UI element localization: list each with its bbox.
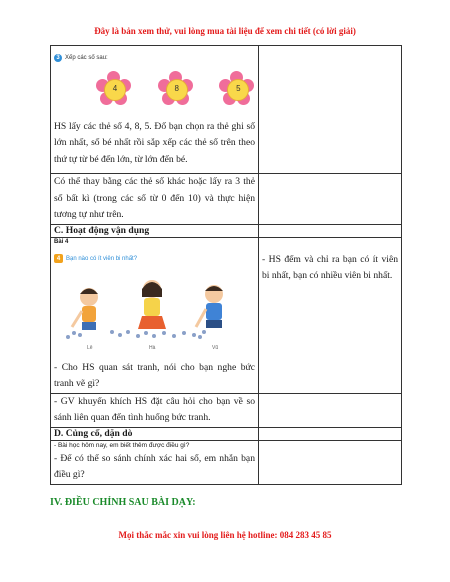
table-row bbox=[51, 46, 402, 174]
lesson-table bbox=[50, 45, 402, 485]
summary-cell bbox=[51, 440, 259, 484]
child-name: Hà bbox=[149, 345, 156, 351]
card-number: 4 bbox=[104, 79, 126, 101]
preview-banner: Đây là bản xem thử, vui lòng mua tài liệu để xem chi tiết (có lời giải) bbox=[94, 26, 356, 36]
bai4-label: Bài 4 bbox=[54, 238, 69, 245]
paragraph: HS lấy các thẻ số 4, 8, 5. Đố bạn chọn ra thẻ ghi số lớn nhất, số bé nhất rồi sắp xếp các thẻ số trên theo thứ tự từ bé đến lớn, từ lớn đến bé. bbox=[54, 120, 255, 165]
paragraph: - GV khuyến khích HS đặt câu hỏi cho bạn về so sánh liên quan đến tình huống bức tranh. bbox=[51, 393, 259, 427]
exercise-number-badge: 3 bbox=[54, 54, 62, 62]
flower-card bbox=[219, 71, 255, 107]
exercise3-header bbox=[54, 50, 255, 67]
section-title-iv: IV. ĐIỀU CHỈNH SAU BÀI DẠY: bbox=[50, 497, 196, 508]
card-number: 8 bbox=[166, 79, 188, 101]
table-row bbox=[51, 440, 402, 484]
empty-cell bbox=[259, 46, 402, 174]
table-row bbox=[51, 224, 402, 237]
section-heading-d: D. Củng cố, dặn dò bbox=[51, 427, 259, 440]
paragraph: Có thể thay bằng các thẻ số khác hoặc lấy ra 3 thẻ số bất kì (trong các số từ 0 đến 10) và thực hiện tương tự như trên. bbox=[51, 174, 259, 225]
empty-cell bbox=[259, 427, 402, 440]
child-name: Lê bbox=[87, 345, 93, 351]
table-row bbox=[51, 427, 402, 440]
paragraph: - Để có thể so sánh chính xác hai số, em nhắn bạn điều gì? bbox=[54, 452, 255, 480]
bai4-header bbox=[54, 251, 255, 268]
marbles-illustration bbox=[54, 269, 249, 353]
table-row bbox=[51, 393, 402, 427]
child-name: Vũ bbox=[212, 345, 219, 351]
paragraph: - Cho HS quan sát tranh, nói cho bạn nghe bức tranh vẽ gì? bbox=[54, 361, 255, 389]
response-cell: - HS đếm và chỉ ra bạn có ít viên bi nhất, bạn có nhiều viên bi nhất. bbox=[259, 237, 402, 393]
number-cards bbox=[96, 71, 255, 111]
flower-card bbox=[158, 71, 194, 107]
empty-cell bbox=[259, 174, 402, 225]
section-heading-c: C. Hoạt động vận dụng bbox=[51, 224, 259, 237]
exercise-label: Xếp các số sau: bbox=[65, 55, 108, 61]
question-line: - Bài học hôm nay, em biết thêm được điều gì? bbox=[54, 441, 190, 449]
bai4-question: Bạn nào có ít viên bi nhất? bbox=[66, 255, 138, 262]
empty-cell bbox=[259, 440, 402, 484]
exercise-number-badge: 4 bbox=[54, 254, 63, 263]
empty-cell bbox=[259, 224, 402, 237]
empty-cell bbox=[259, 393, 402, 427]
flower-card bbox=[96, 71, 132, 107]
hotline-banner: Mọi thắc mắc xin vui lòng liên hệ hotline: 084 283 45 85 bbox=[118, 530, 332, 540]
bai4-cell bbox=[51, 237, 259, 393]
exercise3-cell bbox=[51, 46, 259, 174]
table-row bbox=[51, 237, 402, 393]
table-row bbox=[51, 174, 402, 225]
card-number: 5 bbox=[227, 79, 249, 101]
